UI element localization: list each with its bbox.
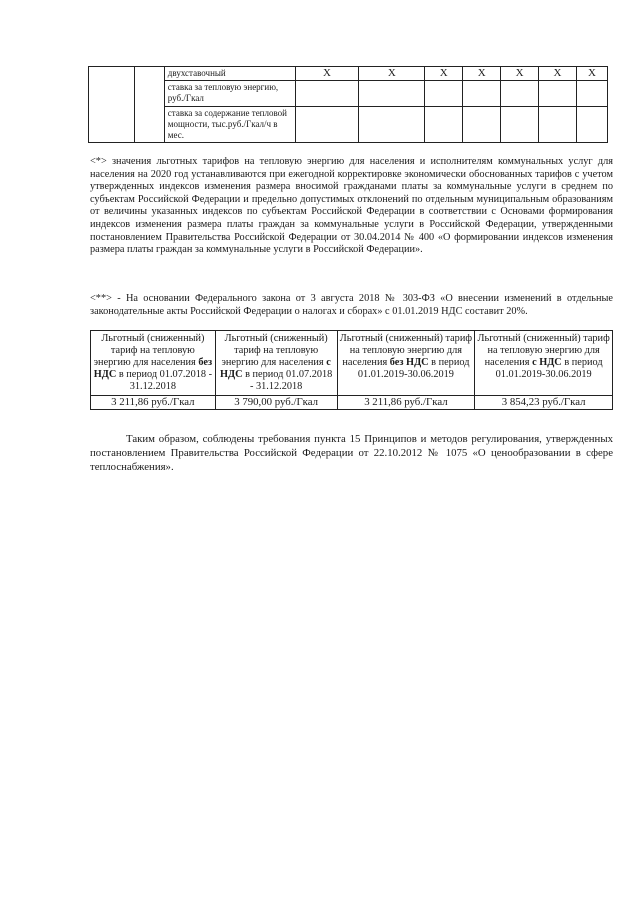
table-cell	[501, 107, 539, 143]
table-cell: X	[501, 67, 539, 81]
footnote-single-star: <*> значения льготных тарифов на тепловую энергию для населения и исполнителям коммунальных услуг для населения на 2020 год устанавливаются при ежегодной корректировке экономически обоснованных тарифов с учетом утвержденных индексов изменения размера вносимой гражданами платы за коммунальные услуги в среднем по субъектам Российской Федерации и предельно допустимых отклонений по отдельным муниципальным образованиям от величины указанных индексов по субъектам Российской Федерации в соответствии с Основами формирования индексов изменения размера платы граждан за коммунальные услуги в Российской Федерации, утвержденными постановлением Правительства Российской Федерации от 30.04.2014 № 400 «О формировании индексов изменения размера платы граждан за коммунальные услуги в Российской Федерации».	[90, 156, 613, 256]
table-header-row	[91, 331, 613, 396]
table-row	[89, 67, 608, 81]
column-header: Льготный (сниженный) тариф на тепловую энергию для населения с НДС в период 01.01.2019-30.06.2019	[475, 331, 613, 396]
empty-cell	[134, 67, 164, 143]
footnote-double-star: <**> - На основании Федерального закона от 3 августа 2018 № 303-ФЗ «О внесении изменений в отдельные законодательные акты Российской Федерации о налогах и сборах» с 01.01.2019 НДС составит 20%.	[90, 293, 613, 317]
column-header: Льготный (сниженный) тариф на тепловую энергию для населения без НДС в период 01.01.2019-30.06.2019	[337, 331, 475, 396]
tariff-value: 3 211,86 руб./Гкал	[91, 396, 216, 410]
table-cell	[425, 107, 463, 143]
table-cell: X	[425, 67, 463, 81]
table-row	[89, 107, 608, 143]
table-cell	[576, 81, 607, 107]
tariff-structure-table	[88, 66, 608, 143]
table-cell: X	[539, 67, 577, 81]
conclusion-paragraph: Таким образом, соблюдены требования пункта 15 Принципов и методов регулирования, утвержденных постановлением Правительства Российской Федерации от 22.10.2012 № 1075 «О ценообразовании в сфере теплоснабжения».	[90, 433, 613, 473]
empty-cell	[89, 67, 135, 143]
table-cell	[463, 81, 501, 107]
table-cell	[295, 81, 359, 107]
preferential-tariff-table	[90, 330, 613, 410]
table-cell	[501, 81, 539, 107]
table-cell	[425, 81, 463, 107]
table-cell: X	[576, 67, 607, 81]
column-header: Льготный (сниженный) тариф на тепловую энергию для населения с НДС в период 01.07.2018 - 31.12.2018	[215, 331, 337, 396]
table-cell	[576, 107, 607, 143]
row-label: ставка за содержание тепловой мощности, тыс.руб./Гкал/ч в мес.	[164, 107, 295, 143]
tariff-value: 3 211,86 руб./Гкал	[337, 396, 475, 410]
column-header: Льготный (сниженный) тариф на тепловую энергию для населения без НДС в период 01.07.2018 - 31.12.2018	[91, 331, 216, 396]
table-cell	[539, 107, 577, 143]
table-cell	[463, 107, 501, 143]
table-row	[91, 396, 613, 410]
table-row	[89, 81, 608, 107]
table-cell: X	[359, 67, 425, 81]
table-cell	[539, 81, 577, 107]
row-label: двухставочный	[164, 67, 295, 81]
table-cell	[359, 107, 425, 143]
row-label: ставка за тепловую энергию, руб./Гкал	[164, 81, 295, 107]
table-cell	[359, 81, 425, 107]
table-cell: X	[295, 67, 359, 81]
table-cell	[295, 107, 359, 143]
table-cell: X	[463, 67, 501, 81]
tariff-value: 3 854,23 руб./Гкал	[475, 396, 613, 410]
tariff-value: 3 790,00 руб./Гкал	[215, 396, 337, 410]
